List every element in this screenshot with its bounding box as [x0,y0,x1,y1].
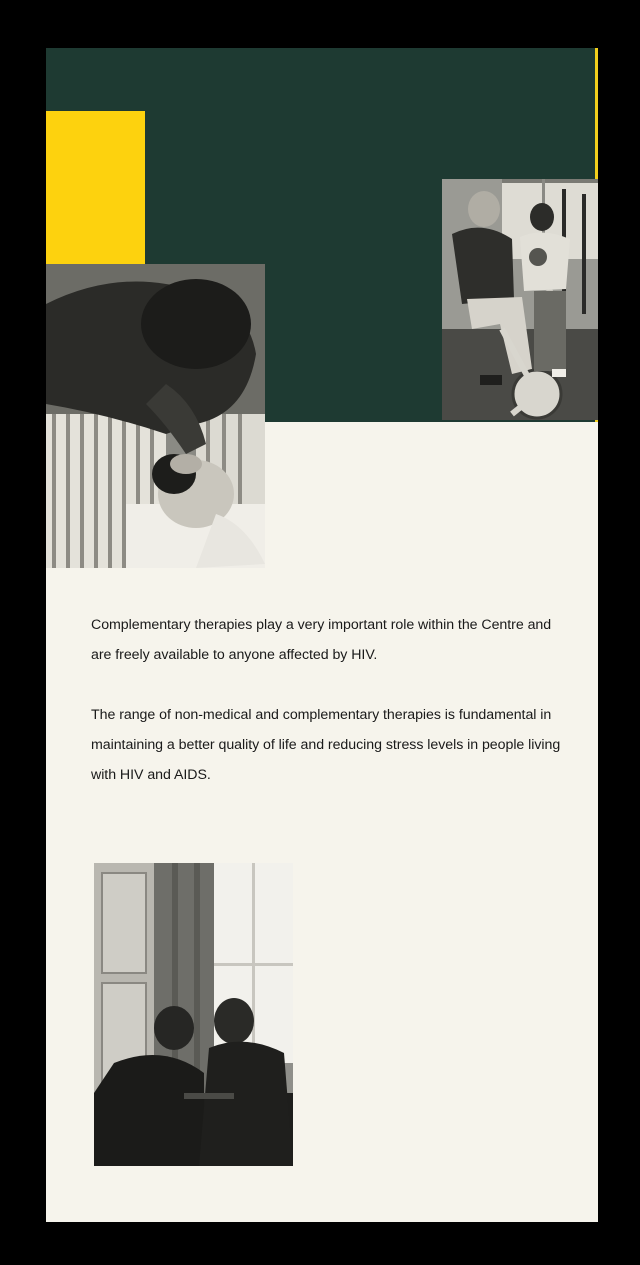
window-photo [94,863,293,1166]
paragraph-range: The range of non-medical and complementary therapies is fundamental in maintaining a better quality of life and reducing stress levels in people living with HIV and AIDS. [91,707,561,783]
leaflet-page [46,48,598,1222]
yellow-accent-block [46,111,145,264]
gym-photo [442,179,598,420]
massage-photo [46,264,265,568]
body-copy [91,610,561,820]
paragraph-therapies: Complementary therapies play a very important role within the Centre and are freely available to anyone affected by HIV. [91,617,552,663]
